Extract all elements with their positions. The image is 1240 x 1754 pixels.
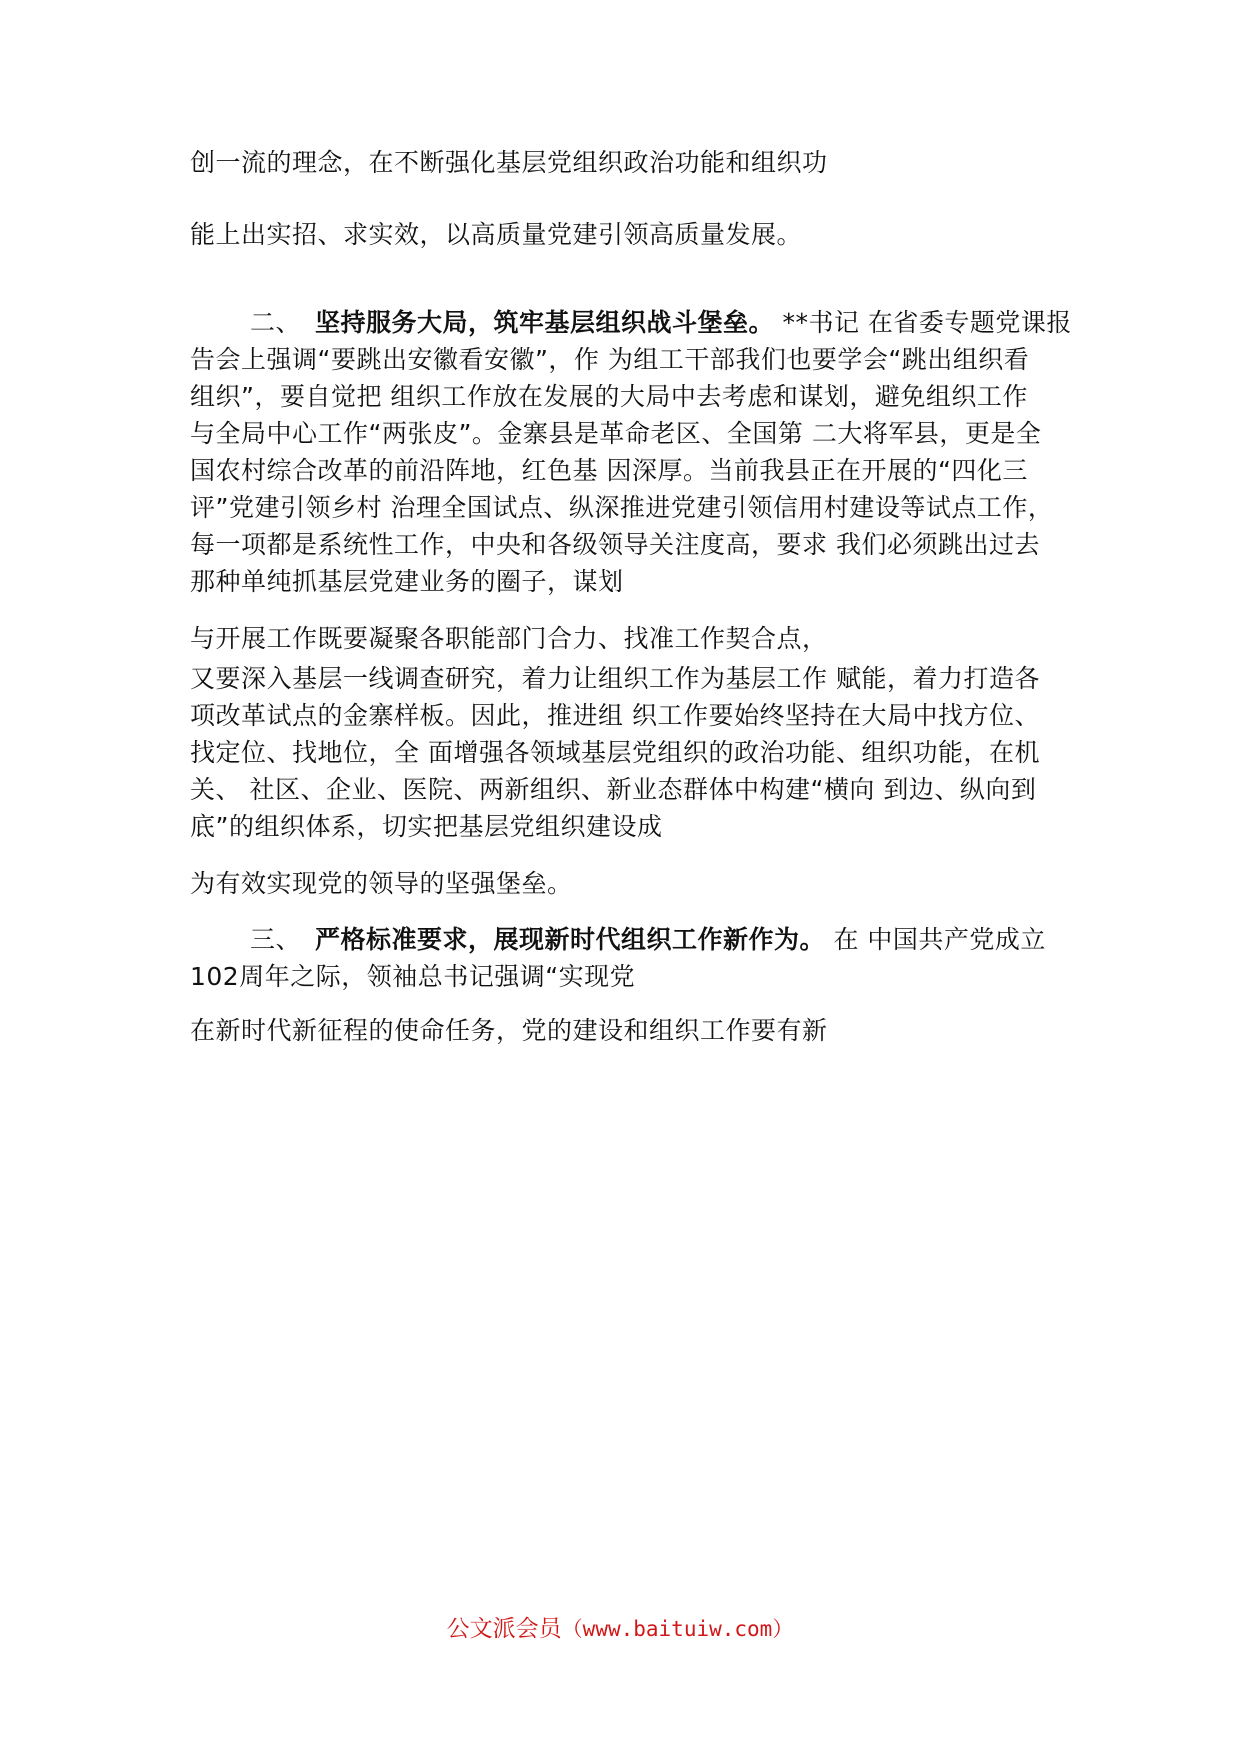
body-line: 项改革试点的金寨样板。因此，推进组 织工作要始终坚持在大局中找方位、 — [190, 701, 1040, 730]
body-line: 关、 社区、企业、医院、两新组织、新业态群体中构建“横向 到边、纵向到 — [190, 775, 1037, 804]
section-lead-text: **书记 在省委专题党课报 — [774, 308, 1072, 337]
body-line: 底”的组织体系，切实把基层党组织建设成 — [190, 812, 663, 841]
section-lead-text: 在 中国共产党成立 — [825, 925, 1046, 954]
body-line: 又要深入基层一线调查研究，着力让组织工作为基层工作 赋能，着力打造各 — [190, 664, 1040, 693]
body-line: 与全局中心工作“两张皮”。金寨县是革命老区、全国第 二大将军县，更是全 — [190, 419, 1042, 448]
section-heading-3 — [250, 925, 1150, 955]
body-line: 在新时代新征程的使命任务，党的建设和组织工作要有新 — [190, 1016, 828, 1045]
body-line: 102周年之际，领袖总书记强调“实现党 — [190, 962, 636, 991]
body-line: 那种单纯抓基层党建业务的圈子，谋划 — [190, 567, 624, 596]
body-line: 国农村综合改革的前沿阵地，红色基 因深厚。当前我县正在开展的“四化三 — [190, 456, 1028, 485]
body-line: 组织”，要自觉把 组织工作放在发展的大局中去考虑和谋划，避免组织工作 — [190, 382, 1028, 411]
body-line: 找定位、找地位，全 面增强各领域基层党组织的政治功能、组织功能，在机 — [190, 738, 1040, 767]
section-number: 二、 — [250, 308, 302, 337]
section-title: 坚持服务大局，筑牢基层组织战斗堡垒。 — [315, 308, 775, 337]
body-line: 创一流的理念，在不断强化基层党组织政治功能和组织功 — [190, 148, 828, 177]
section-title: 严格标准要求，展现新时代组织工作新作为。 — [315, 925, 826, 954]
section-heading-2 — [250, 308, 1150, 338]
footer-label: 公文派会员 — [446, 1616, 562, 1642]
body-line: 能上出实招、求实效，以高质量党建引领高质量发展。 — [190, 220, 803, 249]
body-line: 为有效实现党的领导的坚强堡垒。 — [190, 869, 573, 898]
body-line: 每一项都是系统性工作，中央和各级领导关注度高，要求 我们必须跳出过去 — [190, 530, 1040, 559]
body-line: 评”党建引领乡村 治理全国试点、纵深推进党建引领信用村建设等试点工作， — [190, 493, 1054, 522]
section-number: 三、 — [250, 925, 302, 954]
body-line: 与开展工作既要凝聚各职能部门合力、找准工作契合点， — [190, 624, 828, 653]
body-line: 告会上强调“要跳出安徽看安徽”，作 为组工干部我们也要学会“跳出组织看 — [190, 345, 1030, 374]
footer-url: （www.baituiw.com） — [561, 1617, 794, 1641]
footer-watermark — [0, 1610, 1240, 1643]
